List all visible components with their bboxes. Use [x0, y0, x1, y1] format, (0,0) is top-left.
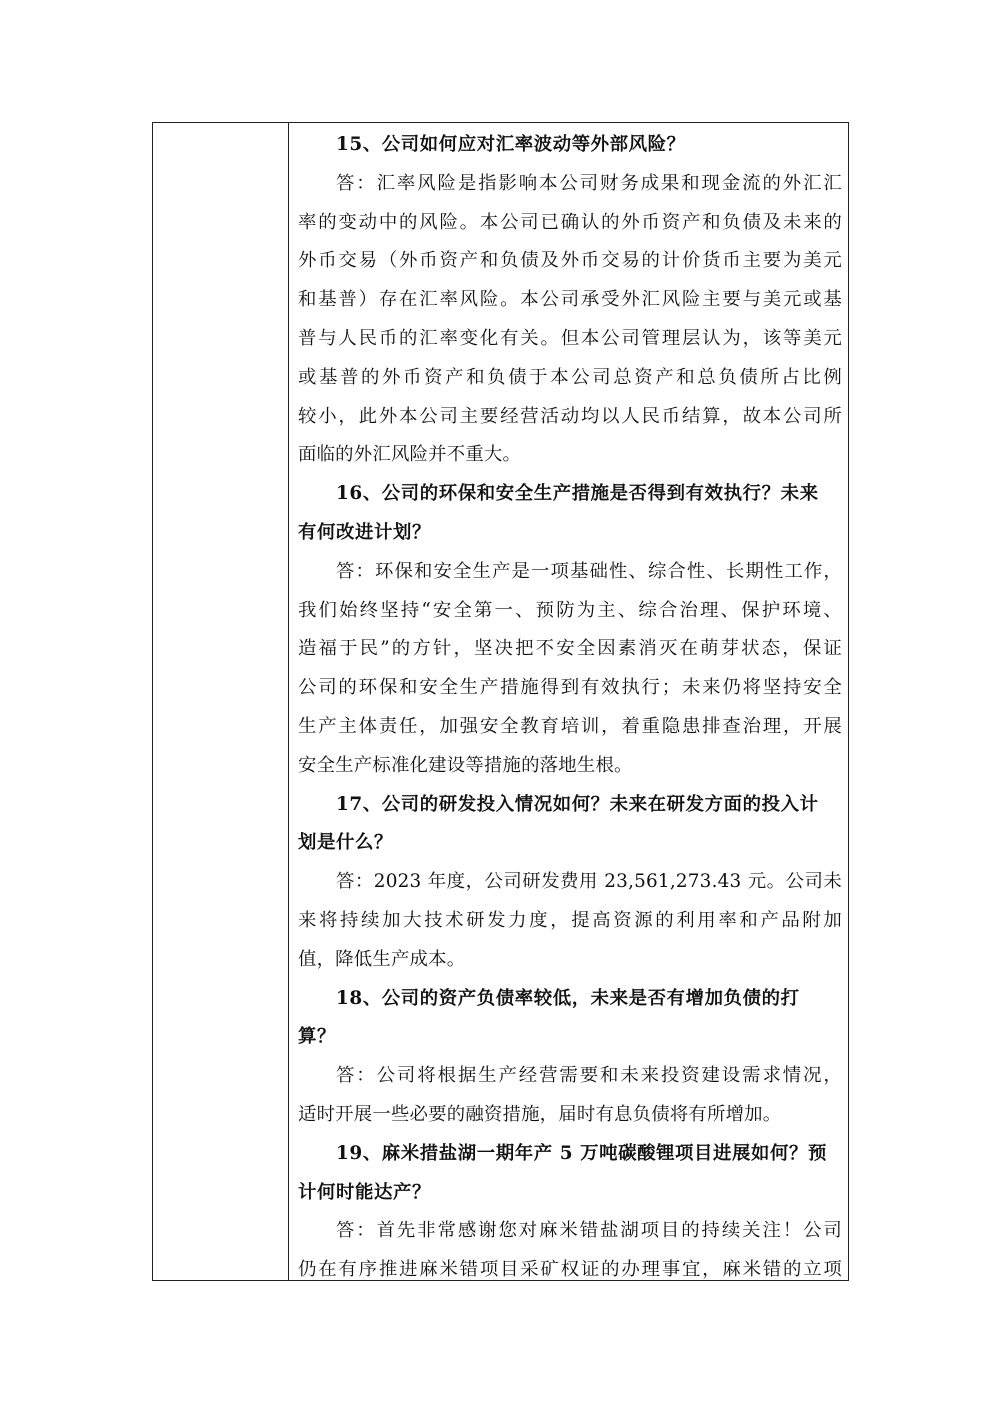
answer-15-line: 普与人民币的汇率变化有关。但本公司管理层认为，该等美元 — [298, 327, 842, 349]
answer-16-line: 安全生产标准化建设等措施的落地生根。 — [298, 754, 633, 776]
answer-18-line: 适时开展一些必要的融资措施，届时有息负债将有所增加。 — [298, 1103, 782, 1125]
answer-15-line: 和基普）存在汇率风险。本公司承受外汇风险主要与美元或基 — [298, 289, 842, 311]
table-content-column — [289, 123, 848, 1280]
answer-15-line: 面临的外汇风险并不重大。 — [298, 444, 522, 466]
question-18-cont: 算？ — [298, 1026, 336, 1048]
answer-17-line: 答：2023 年度，公司研发费用 23,561,273.43 元。公司未 — [336, 871, 842, 893]
answer-16-line: 造福于民”的方针，坚决把不安全因素消灭在萌芽状态，保证 — [298, 638, 842, 660]
table-label-column — [153, 123, 289, 1280]
answer-15-line: 或基普的外币资产和负债于本公司总资产和总负债所占比例 — [298, 366, 842, 388]
answer-16-line: 答：环保和安全生产是一项基础性、综合性、长期性工作， — [336, 560, 842, 582]
question-17: 17、公司的研发投入情况如何？未来在研发方面的投入计 — [336, 793, 819, 815]
qa-block-16 — [298, 475, 842, 785]
answer-19-line: 答：首先非常感谢您对麻米错盐湖项目的持续关注！公司 — [336, 1220, 842, 1242]
record-table — [152, 122, 849, 1281]
qa-block-17 — [298, 786, 842, 980]
question-16: 16、公司的环保和安全生产措施是否得到有效执行？未来 — [336, 483, 819, 505]
qa-block-15 — [298, 126, 842, 475]
answer-16-line: 我们始终坚持“安全第一、预防为主、综合治理、保护环境、 — [298, 599, 842, 621]
answer-15-line: 率的变动中的风险。本公司已确认的外币资产和负债及未来的 — [298, 211, 842, 233]
question-15: 15、公司如何应对汇率波动等外部风险？ — [336, 134, 686, 155]
answer-17-line: 值，降低生产成本。 — [298, 948, 466, 970]
question-17-cont: 划是什么？ — [298, 832, 393, 854]
answer-19-line: 仍在有序推进麻米错项目采矿权证的办理事宜，麻米错的立项 — [298, 1259, 842, 1280]
answer-15-line: 答：汇率风险是指影响本公司财务成果和现金流的外汇汇 — [336, 172, 842, 194]
answer-16-line: 公司的环保和安全生产措施得到有效执行；未来仍将坚持安全 — [298, 677, 842, 699]
answer-15-line: 较小，此外本公司主要经营活动均以人民币结算，故本公司所 — [298, 405, 842, 427]
answer-16-line: 生产主体责任，加强安全教育培训，着重隐患排查治理，开展 — [298, 715, 842, 737]
qa-block-18 — [298, 980, 842, 1135]
answer-15-line: 外币交易（外币资产和负债及外币交易的计价货币主要为美元 — [298, 250, 842, 272]
answer-17-line: 来将持续加大技术研发力度，提高资源的利用率和产品附加 — [298, 909, 842, 931]
qa-block-19 — [298, 1135, 842, 1280]
question-19: 19、麻米措盐湖一期年产 5 万吨碳酸锂项目进展如何？预 — [336, 1142, 827, 1164]
answer-18-line: 答：公司将根据生产经营需要和未来投资建设需求情况， — [336, 1065, 842, 1087]
question-19-cont: 计何时能达产？ — [298, 1181, 431, 1203]
question-18: 18、公司的资产负债率较低，未来是否有增加负债的打 — [336, 987, 800, 1009]
question-16-cont: 有何改进计划？ — [298, 521, 431, 543]
